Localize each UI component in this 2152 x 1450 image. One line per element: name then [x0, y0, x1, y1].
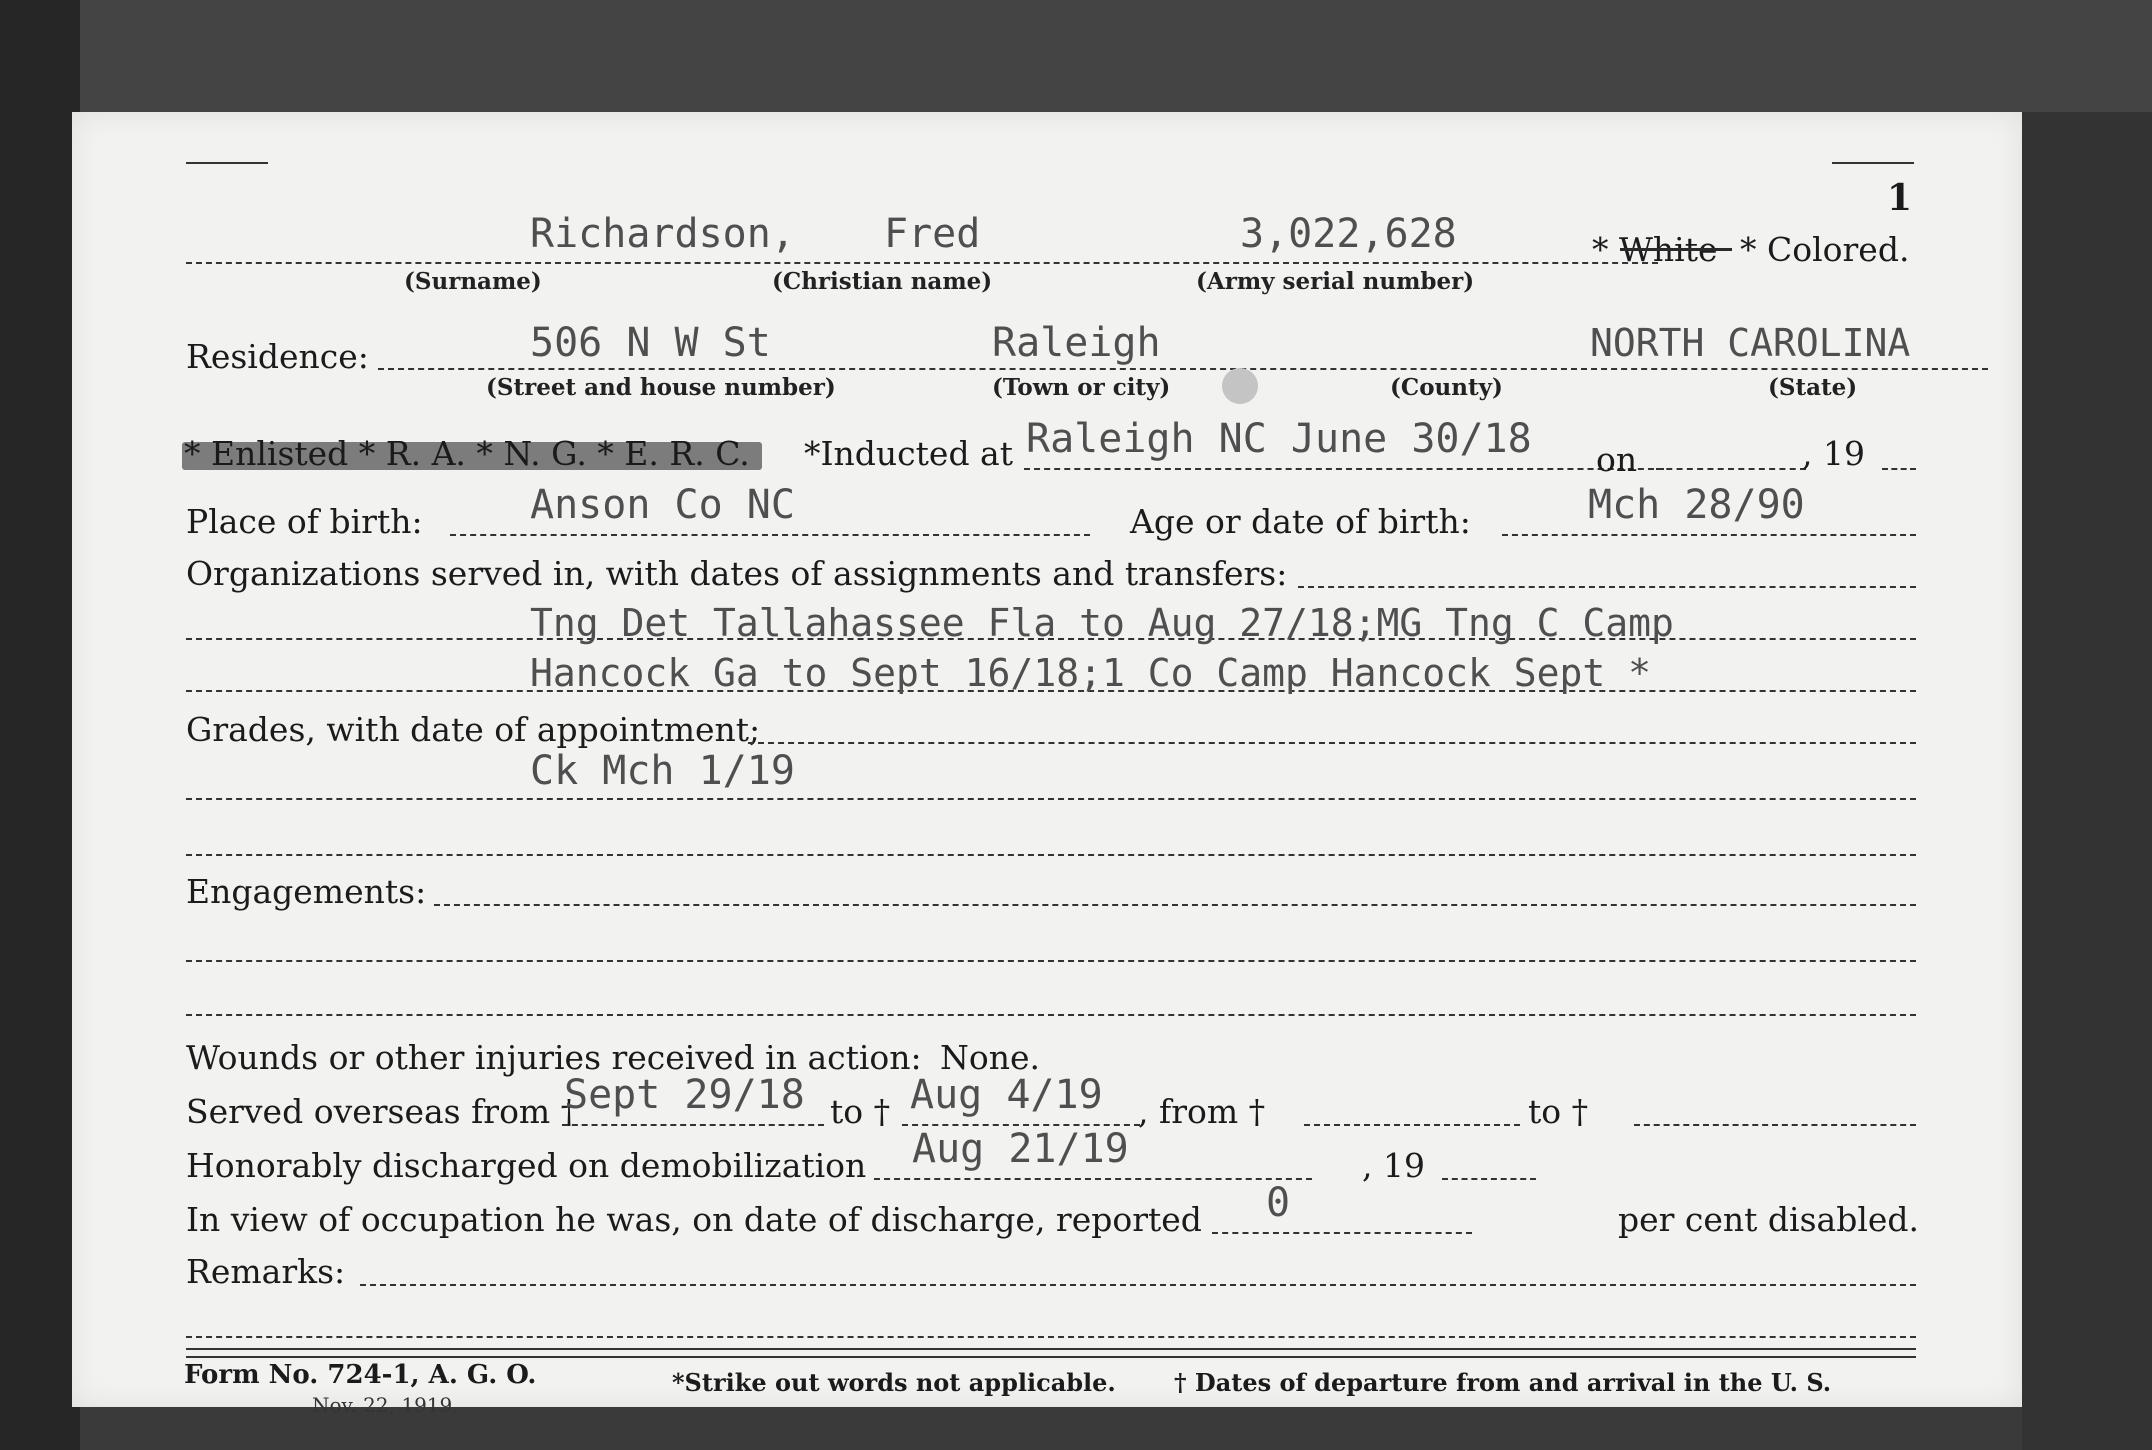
residence-town-value: Raleigh: [992, 320, 1161, 366]
residence-label: Residence:: [186, 337, 369, 376]
place-of-birth-value: Anson Co NC: [530, 482, 795, 528]
enlistment-options: * Enlisted * R. A. * N. G. * E. R. C.: [184, 434, 750, 473]
footnote-dates: † Dates of departure from and arrival in the U. S.: [1174, 1368, 1832, 1397]
caption-county: (County): [1390, 374, 1503, 401]
disability-label: In view of occupation he was, on date of discharge, reported: [186, 1200, 1202, 1239]
race-white-option: * White: [1592, 230, 1718, 269]
remarks-line-1: [186, 1336, 1916, 1338]
caption-army-serial: (Army serial number): [1196, 268, 1475, 295]
discharge-line: [874, 1178, 1312, 1180]
engagements-line-0: [434, 904, 1916, 906]
overseas-from-line-2: [1304, 1124, 1520, 1126]
overseas-from-label-2: , from †: [1138, 1092, 1266, 1131]
caption-state: (State): [1768, 374, 1858, 401]
inducted-year-line: [1882, 468, 1916, 470]
footer-rule-1: [186, 1348, 1916, 1350]
caption-street: (Street and house number): [486, 374, 836, 401]
overseas-to-label-2: to †: [1528, 1092, 1589, 1131]
top-right-rule: [1832, 162, 1914, 164]
caption-town: (Town or city): [992, 374, 1171, 401]
residence-street-value: 506 N W St: [530, 320, 771, 366]
remarks-line-0: [360, 1284, 1916, 1286]
christian-name-value: Fred: [884, 211, 981, 257]
wounds-label: Wounds or other injuries received in action:: [186, 1038, 922, 1077]
place-of-birth-line: [450, 534, 1090, 536]
race-white-strikeout: [1620, 248, 1732, 251]
grades-line-1: [186, 798, 1916, 800]
discharge-value: Aug 21/19: [912, 1126, 1129, 1172]
overseas-from-label: Served overseas from †: [186, 1092, 578, 1131]
form-date: Nov. 22, 1919.: [312, 1393, 459, 1417]
inducted-on-label: on: [1596, 440, 1638, 479]
overseas-from-line: [562, 1124, 824, 1126]
scan-blemish: [1222, 368, 1258, 404]
organizations-line-0: [1298, 586, 1916, 588]
name-line: [186, 262, 1658, 264]
grades-value: Ck Mch 1/19: [530, 748, 795, 794]
grades-line-0: [748, 742, 1916, 744]
discharge-year-label: , 19: [1362, 1146, 1425, 1185]
discharge-year-line: [1442, 1178, 1536, 1180]
organizations-label: Organizations served in, with dates of assignments and transfers:: [186, 554, 1288, 593]
organizations-entry-1: Tng Det Tallahassee Fla to Aug 27/18;MG Tng C Camp: [530, 601, 1674, 645]
army-serial-value: 3,022,628: [1240, 211, 1457, 257]
age-value: Mch 28/90: [1588, 482, 1805, 528]
overseas-from-value: Sept 29/18: [564, 1072, 805, 1118]
discharge-label: Honorably discharged on demobilization: [186, 1146, 867, 1185]
disability-suffix: per cent disabled.: [1618, 1200, 1920, 1239]
inducted-year-label: , 19: [1802, 434, 1865, 473]
inducted-line: [1024, 468, 1664, 470]
footnote-strike-out: *Strike out words not applicable.: [672, 1368, 1116, 1397]
overseas-to-value: Aug 4/19: [910, 1072, 1103, 1118]
caption-surname: (Surname): [404, 268, 542, 295]
disability-line: [1212, 1232, 1472, 1234]
scanner-background-right: [2022, 112, 2152, 1450]
inducted-on-line: [1656, 468, 1806, 470]
surname-value: Richardson,: [530, 211, 795, 257]
disability-value: 0: [1266, 1180, 1291, 1226]
form-number: Form No. 724-1, A. G. O.: [184, 1360, 537, 1390]
inducted-value: Raleigh NC June 30/18: [1026, 416, 1532, 462]
race-colored-option: * Colored.: [1740, 230, 1910, 269]
engagements-label: Engagements:: [186, 872, 427, 911]
wounds-value: None.: [940, 1038, 1041, 1077]
inducted-label: *Inducted at: [804, 434, 1013, 473]
footer-rule-2: [186, 1356, 1916, 1358]
organizations-entry-2: Hancock Ga to Sept 16/18;1 Co Camp Hancock Sept *: [530, 651, 1652, 695]
top-left-rule: [186, 162, 268, 164]
page-number: 1: [1887, 177, 1913, 219]
scanner-background-top: [80, 0, 2152, 112]
place-of-birth-label: Place of birth:: [186, 502, 423, 541]
grades-line-2: [186, 854, 1916, 856]
scanner-background-left: [0, 0, 80, 1450]
residence-line: [378, 368, 1988, 370]
remarks-label: Remarks:: [186, 1252, 346, 1291]
engagements-line-1: [186, 960, 1916, 962]
grades-label: Grades, with date of appointment;: [186, 710, 761, 749]
residence-state-value: NORTH CAROLINA: [1590, 321, 1911, 365]
overseas-to-label: to †: [830, 1092, 891, 1131]
age-label: Age or date of birth:: [1130, 502, 1471, 541]
age-line: [1502, 534, 1916, 536]
caption-christian-name: (Christian name): [772, 268, 993, 295]
engagements-line-2: [186, 1014, 1916, 1016]
overseas-to-line-2: [1634, 1124, 1916, 1126]
service-record-card: [72, 112, 2022, 1417]
